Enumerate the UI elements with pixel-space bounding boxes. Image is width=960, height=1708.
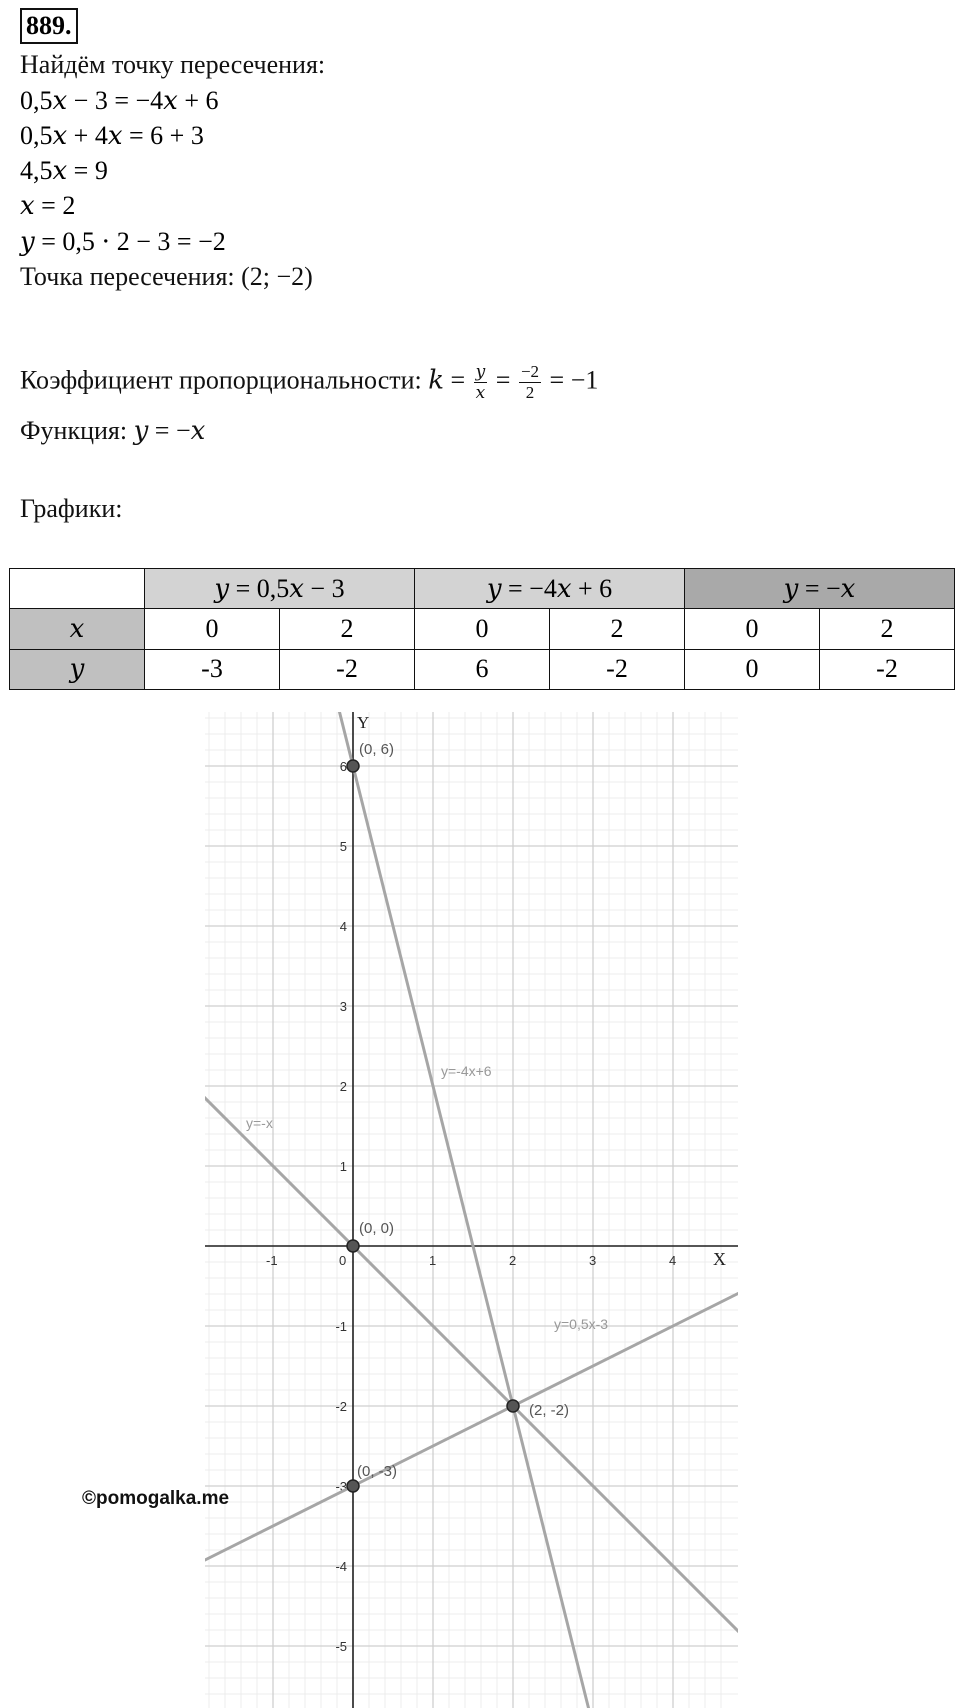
problem-number: 889. bbox=[20, 8, 78, 44]
intersection-value: (2; −2) bbox=[241, 262, 313, 291]
y-tick-label: -3 bbox=[335, 1479, 347, 1494]
fraction-numerator: −2 bbox=[520, 362, 540, 381]
row-label-x: 𝑥 bbox=[10, 609, 145, 649]
table-cell: 2 bbox=[280, 609, 415, 649]
table-cell: -2 bbox=[550, 649, 685, 689]
graphs-label: Графики: bbox=[20, 494, 123, 523]
series-line bbox=[125, 0, 813, 1708]
intersection-label: Точка пересечения: bbox=[20, 262, 242, 291]
point-label: (0, -3) bbox=[357, 1463, 398, 1480]
x-axis-label: X bbox=[713, 1249, 726, 1269]
point-label: (0, 6) bbox=[359, 741, 395, 758]
series-group bbox=[125, 0, 813, 1708]
point-label: (0, 0) bbox=[359, 1220, 395, 1237]
solution-step-3: 4,5𝑥 = 9 bbox=[20, 156, 108, 185]
y-tick-label: 6 bbox=[339, 759, 347, 774]
table-cell: 0 bbox=[415, 609, 550, 649]
point-marker bbox=[507, 1400, 519, 1412]
function-value: 𝑦 = −𝑥 bbox=[133, 416, 206, 445]
series-line bbox=[125, 1256, 813, 1600]
table-cell: 0 bbox=[685, 609, 820, 649]
y-tick-label: 3 bbox=[339, 999, 347, 1014]
coefficient-k: 𝑘 = bbox=[428, 365, 472, 395]
fraction-denominator: 𝑥 bbox=[475, 383, 486, 402]
series-label: y=-4x+6 bbox=[441, 1063, 492, 1079]
solution-step-1: 0,5𝑥 − 3 = −4𝑥 + 6 bbox=[20, 86, 219, 115]
y-tick-label: 5 bbox=[339, 839, 347, 854]
table-cell: 0 bbox=[145, 609, 280, 649]
point-marker bbox=[347, 1480, 359, 1492]
y-tick-label: 2 bbox=[339, 1079, 347, 1094]
coefficient-line: Коэффициент пропорциональности: 𝑘 = $\frac{\text{𝑦}}{\text{𝑥}}$ = $\frac{-2}{2}$ = −1 bbox=[20, 362, 599, 402]
intro-text: Найдём точку пересечения: bbox=[20, 50, 326, 79]
table-header-cell: 𝑦 = 0,5𝑥 − 3 bbox=[145, 569, 415, 609]
table-header-cell: 𝑦 = −4𝑥 + 6 bbox=[415, 569, 685, 609]
y-tick-label: 4 bbox=[339, 919, 347, 934]
fraction-denominator: 2 bbox=[525, 383, 535, 402]
point-label: (2, -2) bbox=[529, 1402, 570, 1419]
x-tick-label: -1 bbox=[266, 1253, 278, 1268]
y-tick-label: 1 bbox=[339, 1159, 347, 1174]
point-marker bbox=[347, 1240, 359, 1252]
x-tick-label: 0 bbox=[339, 1253, 347, 1268]
table-cell: 2 bbox=[820, 609, 955, 649]
y-tick-label: -1 bbox=[335, 1319, 347, 1334]
table-header-cell: 𝑦 = −𝑥 bbox=[685, 569, 955, 609]
table-cell: 0 bbox=[685, 649, 820, 689]
y-axis-label: Y bbox=[357, 713, 370, 732]
solution-step-4: 𝑥 = 2 bbox=[20, 191, 76, 220]
y-tick-label: -4 bbox=[335, 1559, 347, 1574]
fraction-numerator: 𝑦 bbox=[475, 362, 486, 381]
y-tick-label: -2 bbox=[335, 1399, 347, 1414]
solution-step-5: 𝑦 = 0,5 ⋅ 2 − 3 = −2 bbox=[20, 227, 226, 256]
series-label: y=-x bbox=[246, 1115, 273, 1131]
y-tick-label: -5 bbox=[335, 1639, 347, 1654]
watermark: ©pomogalka.me bbox=[82, 1488, 230, 1509]
table-cell: 6 bbox=[415, 649, 550, 689]
solution-step-2: 0,5𝑥 + 4𝑥 = 6 + 3 bbox=[20, 121, 204, 150]
table-cell: -3 bbox=[145, 649, 280, 689]
table-cell: -2 bbox=[280, 649, 415, 689]
series-line bbox=[125, 1018, 813, 1706]
x-tick-label: 1 bbox=[429, 1253, 437, 1268]
x-tick-label: 4 bbox=[669, 1253, 677, 1268]
coefficient-result: = −1 bbox=[543, 365, 599, 395]
coefficient-label: Коэффициент пропорциональности: bbox=[20, 365, 429, 395]
row-label-y: 𝑦 bbox=[10, 649, 145, 689]
table-cell: -2 bbox=[820, 649, 955, 689]
point-marker bbox=[347, 760, 359, 772]
function-label: Функция: bbox=[20, 416, 134, 445]
series-label: y=0,5x-3 bbox=[554, 1316, 609, 1332]
x-tick-label: 3 bbox=[589, 1253, 597, 1268]
x-tick-label: 2 bbox=[509, 1253, 517, 1268]
table-cell: 2 bbox=[550, 609, 685, 649]
